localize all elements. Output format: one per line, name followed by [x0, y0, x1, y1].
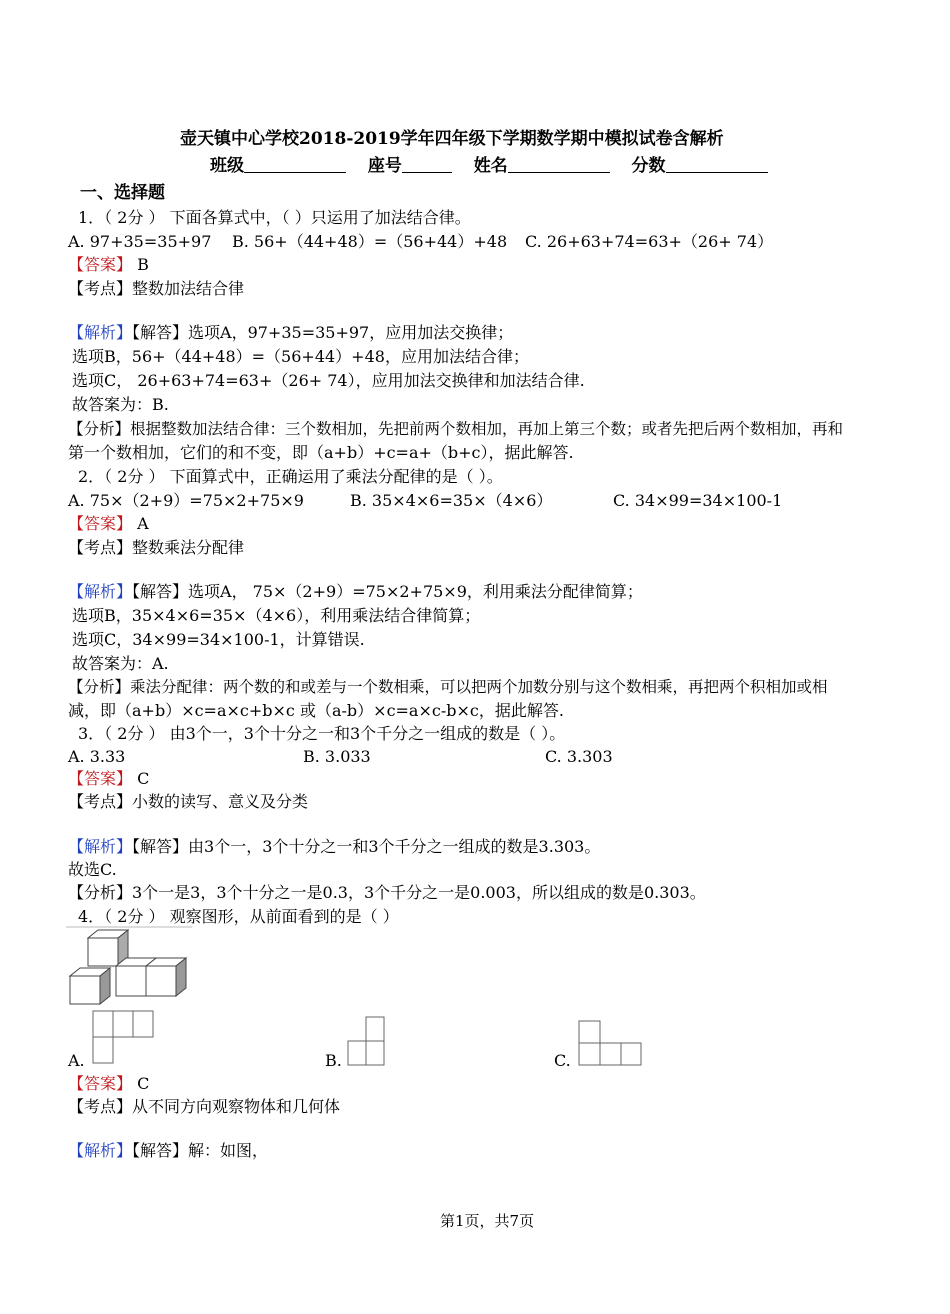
- q1-analysis-1: 【解析】【解答】选项A，97+35=35+97，应用加法交换律；: [68, 323, 514, 342]
- section-heading: 一、选择题: [80, 183, 165, 203]
- seat-label: 座号: [367, 156, 402, 176]
- q2-analysis-4: 故答案为：A.: [72, 654, 169, 673]
- q2-analysis-5: 【分析】乘法分配律：两个数的和或差与一个数相乘，可以把两个加数分别与这个数相乘，再把两个积相加或相: [68, 678, 828, 696]
- q1-answer: 【答案】 B: [68, 255, 149, 274]
- q3-analysis-1: 【解析】【解答】由3个一，3个十分之一和3个千分之一组成的数是3.303。: [68, 837, 601, 856]
- score-blank: [666, 156, 768, 173]
- score-label: 分数: [631, 156, 666, 176]
- q4-option-b-figure: [347, 1016, 387, 1068]
- q1-option-a: A. 97+35=35+97: [68, 232, 212, 251]
- class-label: 班级: [210, 156, 244, 176]
- q3-answer: 【答案】 C: [68, 769, 150, 788]
- class-blank: [244, 156, 346, 173]
- q3-analysis-3: 【分析】3个一是3，3个十分之一是0.3，3个千分之一是0.003，所以组成的数是0.303。: [68, 883, 706, 902]
- q2-stem: 2．（ 2分 ） 下面算式中，正确运用了乘法分配律的是（ ）。: [78, 467, 503, 486]
- q2-analysis-1: 【解析】【解答】选项A， 75×（2+9）=75×2+75×9，利用乘法分配律简算；: [68, 582, 643, 601]
- q2-point: 【考点】整数乘法分配律: [68, 538, 245, 557]
- q1-stem: 1．（ 2分 ） 下面各算式中，（ ）只运用了加法结合律。: [78, 208, 471, 227]
- q2-option-a: A. 75×（2+9）=75×2+75×9: [68, 491, 304, 510]
- q3-option-c: C. 3.303: [545, 747, 613, 766]
- q3-analysis-2: 故选C.: [68, 860, 117, 879]
- q3-option-b: B. 3.033: [303, 747, 371, 766]
- q4-option-a: A.: [68, 1051, 85, 1070]
- q2-analysis-6: 减，即（a+b）×c=a×c+b×c 或（a-b）×c=a×c-b×c，据此解答.: [68, 701, 564, 720]
- q1-analysis-3: 选项C， 26+63+74=63+（26+ 74），应用加法交换律和加法结合律.: [72, 371, 585, 390]
- page-title: 壶天镇中心学校2018-2019学年四年级下学期数学期中模拟试卷含解析: [180, 129, 724, 149]
- q1-analysis-5: 【分析】根据整数加法结合律：三个数相加，先把前两个数相加，再加上第三个数；或者先把后两个数相加，再和: [68, 420, 844, 438]
- name-label: 姓名: [473, 156, 508, 176]
- q4-answer: 【答案】 C: [68, 1074, 150, 1093]
- q1-analysis-2: 选项B，56+（44+48）=（56+44）+48，应用加法结合律；: [72, 347, 529, 366]
- q1-option-c: C. 26+63+74=63+（26+ 74）: [525, 232, 774, 251]
- q1-analysis-4: 故答案为：B.: [72, 395, 169, 414]
- q2-answer: 【答案】 A: [68, 514, 149, 533]
- q2-analysis-3: 选项C，34×99=34×100-1，计算错误.: [72, 630, 365, 649]
- q2-option-c: C. 34×99=34×100-1: [613, 491, 783, 510]
- q4-option-b: B.: [325, 1051, 342, 1070]
- q4-option-a-figure: [92, 1010, 156, 1066]
- name-blank: [508, 156, 610, 173]
- q4-option-c: C.: [554, 1051, 571, 1070]
- q1-option-b: B. 56+（44+48）=（56+44）+48: [232, 232, 508, 251]
- q3-option-a: A. 3.33: [68, 747, 126, 766]
- q4-stem: 4．（ 2分 ） 观察图形，从前面看到的是（ ）: [78, 907, 399, 926]
- q1-analysis-6: 第一个数相加，它们的和不变，即（a+b）+c=a+（b+c），据此解答.: [68, 443, 574, 462]
- q4-option-c-figure: [578, 1020, 644, 1068]
- q2-option-b: B. 35×4×6=35×（4×6）: [350, 491, 553, 510]
- seat-blank: [402, 156, 452, 173]
- page-footer: 第1页，共7页: [440, 1212, 535, 1230]
- q3-point: 【考点】小数的读写、意义及分类: [68, 792, 309, 811]
- q3-stem: 3．（ 2分 ） 由3个一，3个十分之一和3个千分之一组成的数是（ ）。: [78, 724, 566, 743]
- q2-analysis-2: 选项B，35×4×6=35×（4×6），利用乘法结合律简算；: [72, 606, 481, 625]
- q4-point: 【考点】从不同方向观察物体和几何体: [68, 1097, 341, 1116]
- q4-analysis-1: 【解析】【解答】解：如图，: [68, 1141, 269, 1160]
- student-info-fields: [210, 155, 768, 177]
- cube-stack-figure: [66, 926, 196, 1008]
- q1-point: 【考点】整数加法结合律: [68, 279, 245, 298]
